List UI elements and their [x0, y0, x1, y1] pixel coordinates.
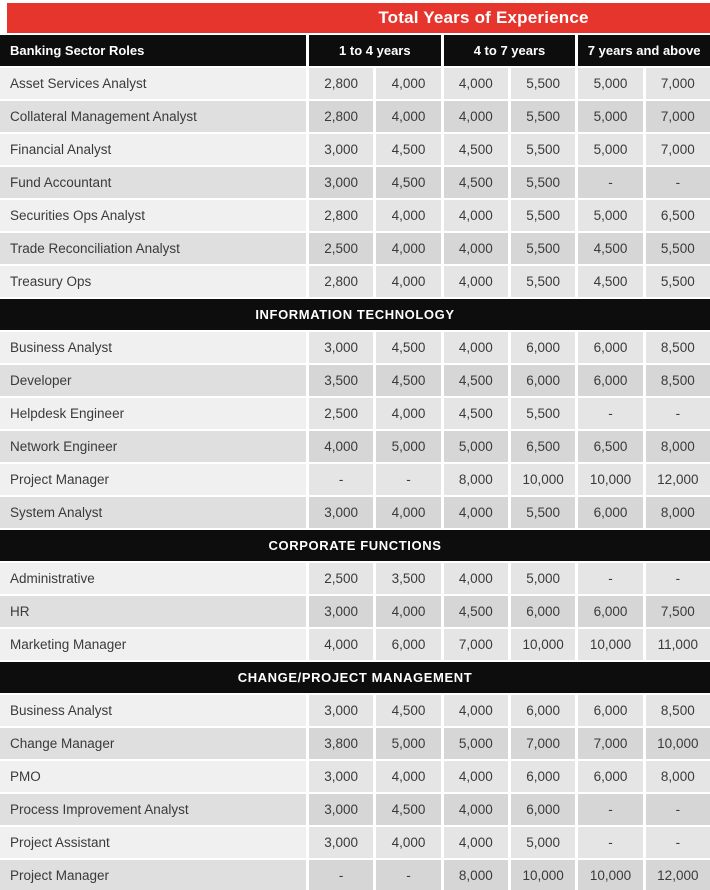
salary-value-cell: 6,000: [578, 695, 642, 726]
role-cell: Collateral Management Analyst: [0, 101, 306, 132]
table-row: [0, 167, 710, 198]
salary-value-cell: 7,000: [646, 68, 710, 99]
salary-value-cell: 4,000: [444, 695, 508, 726]
salary-value-cell: 3,000: [309, 761, 373, 792]
salary-value-cell: -: [578, 794, 642, 825]
salary-value-cell: 5,500: [511, 200, 575, 231]
salary-value-cell: 7,500: [646, 596, 710, 627]
salary-value-cell: 4,000: [444, 563, 508, 594]
salary-value-cell: 5,500: [511, 266, 575, 297]
salary-value-cell: 5,000: [578, 200, 642, 231]
salary-value-cell: 4,000: [444, 233, 508, 264]
salary-value-cell: 4,500: [376, 365, 440, 396]
table-row: [0, 497, 710, 528]
role-cell: Change Manager: [0, 728, 306, 759]
salary-value-cell: 2,500: [309, 398, 373, 429]
salary-value-cell: 5,000: [578, 68, 642, 99]
salary-value-cell: 4,500: [376, 794, 440, 825]
salary-value-cell: 2,800: [309, 68, 373, 99]
role-cell: Administrative: [0, 563, 306, 594]
salary-value-cell: 3,000: [309, 827, 373, 858]
salary-value-cell: 5,000: [511, 563, 575, 594]
table-row: [0, 563, 710, 594]
salary-value-cell: 4,500: [444, 596, 508, 627]
role-cell: Financial Analyst: [0, 134, 306, 165]
table-row: [0, 596, 710, 627]
salary-value-cell: 4,500: [444, 365, 508, 396]
salary-value-cell: 4,000: [444, 332, 508, 363]
salary-value-cell: 4,500: [444, 167, 508, 198]
table-row: [0, 365, 710, 396]
role-cell: Marketing Manager: [0, 629, 306, 660]
salary-value-cell: 8,000: [444, 464, 508, 495]
role-cell: Business Analyst: [0, 695, 306, 726]
table-row: [0, 431, 710, 462]
column-header-banking-sector-roles: Banking Sector Roles: [0, 35, 306, 66]
salary-value-cell: 8,500: [646, 695, 710, 726]
salary-value-cell: 6,000: [511, 332, 575, 363]
salary-value-cell: 4,000: [444, 827, 508, 858]
table-header-row: [0, 35, 710, 66]
salary-value-cell: -: [646, 398, 710, 429]
salary-value-cell: 5,500: [646, 266, 710, 297]
salary-value-cell: 4,000: [444, 200, 508, 231]
salary-value-cell: 8,000: [444, 860, 508, 890]
salary-value-cell: -: [309, 464, 373, 495]
table-title: Total Years of Experience: [378, 8, 589, 27]
salary-value-cell: 4,500: [376, 167, 440, 198]
table-row: [0, 134, 710, 165]
salary-value-cell: 8,500: [646, 332, 710, 363]
salary-value-cell: -: [578, 398, 642, 429]
salary-value-cell: 12,000: [646, 464, 710, 495]
salary-value-cell: 8,000: [646, 497, 710, 528]
salary-value-cell: 3,000: [309, 134, 373, 165]
table-row: [0, 761, 710, 792]
salary-value-cell: 7,000: [646, 134, 710, 165]
table-row: [0, 728, 710, 759]
table-row: [0, 860, 710, 890]
salary-value-cell: 10,000: [578, 629, 642, 660]
salary-value-cell: 5,000: [444, 431, 508, 462]
salary-value-cell: -: [578, 827, 642, 858]
salary-value-cell: 5,500: [646, 233, 710, 264]
role-cell: Project Manager: [0, 860, 306, 890]
table-row: [0, 695, 710, 726]
salary-value-cell: 4,000: [376, 68, 440, 99]
role-cell: Helpdesk Engineer: [0, 398, 306, 429]
salary-value-cell: 5,000: [578, 134, 642, 165]
salary-value-cell: 6,000: [511, 761, 575, 792]
salary-value-cell: 5,500: [511, 233, 575, 264]
salary-value-cell: 6,000: [511, 596, 575, 627]
salary-value-cell: 6,000: [511, 695, 575, 726]
role-cell: PMO: [0, 761, 306, 792]
salary-value-cell: -: [646, 794, 710, 825]
salary-value-cell: 10,000: [578, 464, 642, 495]
column-header-1-to-4-years: 1 to 4 years: [309, 35, 441, 66]
salary-value-cell: 4,500: [376, 134, 440, 165]
salary-value-cell: 2,800: [309, 266, 373, 297]
table-row: [0, 794, 710, 825]
salary-value-cell: 8,000: [646, 761, 710, 792]
salary-value-cell: 10,000: [511, 629, 575, 660]
salary-value-cell: 2,500: [309, 563, 373, 594]
salary-value-cell: 4,000: [376, 761, 440, 792]
table-row: [0, 101, 710, 132]
salary-value-cell: 4,500: [444, 398, 508, 429]
salary-value-cell: 4,000: [444, 266, 508, 297]
table-row: [0, 629, 710, 660]
salary-value-cell: 5,500: [511, 134, 575, 165]
salary-value-cell: 6,500: [646, 200, 710, 231]
salary-value-cell: 3,000: [309, 167, 373, 198]
salary-value-cell: 4,000: [376, 398, 440, 429]
salary-value-cell: 6,000: [578, 365, 642, 396]
salary-value-cell: 6,000: [376, 629, 440, 660]
salary-value-cell: 6,000: [578, 497, 642, 528]
table-body: [0, 68, 710, 890]
salary-value-cell: 6,500: [511, 431, 575, 462]
salary-value-cell: 4,000: [444, 497, 508, 528]
salary-value-cell: 5,000: [578, 101, 642, 132]
salary-value-cell: 2,500: [309, 233, 373, 264]
salary-value-cell: 6,000: [511, 365, 575, 396]
salary-value-cell: 5,000: [511, 827, 575, 858]
salary-value-cell: 7,000: [646, 101, 710, 132]
salary-value-cell: 7,000: [444, 629, 508, 660]
table-row: [0, 398, 710, 429]
salary-value-cell: 6,500: [578, 431, 642, 462]
salary-value-cell: 4,000: [376, 596, 440, 627]
table-row: [0, 464, 710, 495]
salary-value-cell: 2,800: [309, 200, 373, 231]
salary-value-cell: 6,000: [578, 761, 642, 792]
salary-value-cell: 4,500: [376, 332, 440, 363]
salary-value-cell: 8,500: [646, 365, 710, 396]
salary-value-cell: -: [646, 827, 710, 858]
table-row: [0, 200, 710, 231]
salary-value-cell: 5,000: [444, 728, 508, 759]
salary-value-cell: -: [578, 563, 642, 594]
salary-value-cell: 6,000: [511, 794, 575, 825]
salary-value-cell: 7,000: [511, 728, 575, 759]
salary-value-cell: 6,000: [578, 596, 642, 627]
salary-value-cell: 4,000: [376, 497, 440, 528]
salary-value-cell: 3,000: [309, 794, 373, 825]
salary-value-cell: 4,500: [444, 134, 508, 165]
salary-value-cell: 4,000: [376, 101, 440, 132]
salary-value-cell: 4,000: [444, 794, 508, 825]
role-cell: Project Manager: [0, 464, 306, 495]
table-row: [0, 266, 710, 297]
salary-value-cell: 5,500: [511, 167, 575, 198]
salary-value-cell: 4,000: [309, 629, 373, 660]
salary-value-cell: 4,000: [376, 233, 440, 264]
role-cell: Developer: [0, 365, 306, 396]
salary-value-cell: -: [376, 860, 440, 890]
column-header-4-to-7-years: 4 to 7 years: [444, 35, 576, 66]
salary-value-cell: 4,000: [444, 761, 508, 792]
salary-value-cell: 5,500: [511, 101, 575, 132]
salary-value-cell: 5,000: [376, 431, 440, 462]
salary-value-cell: 3,000: [309, 596, 373, 627]
section-header: INFORMATION TECHNOLOGY: [0, 299, 710, 330]
section-header: CHANGE/PROJECT MANAGEMENT: [0, 662, 710, 693]
salary-value-cell: 4,000: [444, 101, 508, 132]
salary-value-cell: 4,000: [444, 68, 508, 99]
section-header: CORPORATE FUNCTIONS: [0, 530, 710, 561]
table-title-bar: [7, 3, 710, 33]
salary-value-cell: -: [309, 860, 373, 890]
role-cell: Treasury Ops: [0, 266, 306, 297]
salary-value-cell: 12,000: [646, 860, 710, 890]
salary-value-cell: 4,000: [376, 266, 440, 297]
salary-value-cell: 10,000: [578, 860, 642, 890]
role-cell: Business Analyst: [0, 332, 306, 363]
role-cell: Fund Accountant: [0, 167, 306, 198]
salary-value-cell: 5,500: [511, 68, 575, 99]
salary-value-cell: 3,800: [309, 728, 373, 759]
salary-value-cell: 2,800: [309, 101, 373, 132]
role-cell: System Analyst: [0, 497, 306, 528]
salary-value-cell: 6,000: [578, 332, 642, 363]
salary-value-cell: 4,000: [376, 200, 440, 231]
salary-value-cell: 4,500: [578, 233, 642, 264]
role-cell: Asset Services Analyst: [0, 68, 306, 99]
salary-value-cell: 3,000: [309, 695, 373, 726]
role-cell: Project Assistant: [0, 827, 306, 858]
table-row: [0, 827, 710, 858]
salary-value-cell: -: [578, 167, 642, 198]
salary-value-cell: 5,000: [376, 728, 440, 759]
salary-value-cell: 5,500: [511, 497, 575, 528]
salary-value-cell: -: [646, 167, 710, 198]
salary-value-cell: 8,000: [646, 431, 710, 462]
salary-value-cell: 5,500: [511, 398, 575, 429]
salary-value-cell: 4,500: [376, 695, 440, 726]
role-cell: Process Improvement Analyst: [0, 794, 306, 825]
column-header-7-years-and-above: 7 years and above: [578, 35, 710, 66]
salary-value-cell: 3,500: [309, 365, 373, 396]
role-cell: Network Engineer: [0, 431, 306, 462]
role-cell: HR: [0, 596, 306, 627]
salary-value-cell: 10,000: [511, 464, 575, 495]
table-row: [0, 233, 710, 264]
salary-value-cell: 4,500: [578, 266, 642, 297]
salary-value-cell: 7,000: [578, 728, 642, 759]
table-row: [0, 68, 710, 99]
salary-value-cell: 10,000: [511, 860, 575, 890]
salary-value-cell: -: [646, 563, 710, 594]
role-cell: Trade Reconciliation Analyst: [0, 233, 306, 264]
role-cell: Securities Ops Analyst: [0, 200, 306, 231]
salary-value-cell: 3,500: [376, 563, 440, 594]
salary-value-cell: 10,000: [646, 728, 710, 759]
salary-value-cell: 4,000: [376, 827, 440, 858]
salary-value-cell: 11,000: [646, 629, 710, 660]
salary-value-cell: 3,000: [309, 332, 373, 363]
salary-value-cell: -: [376, 464, 440, 495]
salary-value-cell: 4,000: [309, 431, 373, 462]
table-row: [0, 332, 710, 363]
salary-value-cell: 3,000: [309, 497, 373, 528]
